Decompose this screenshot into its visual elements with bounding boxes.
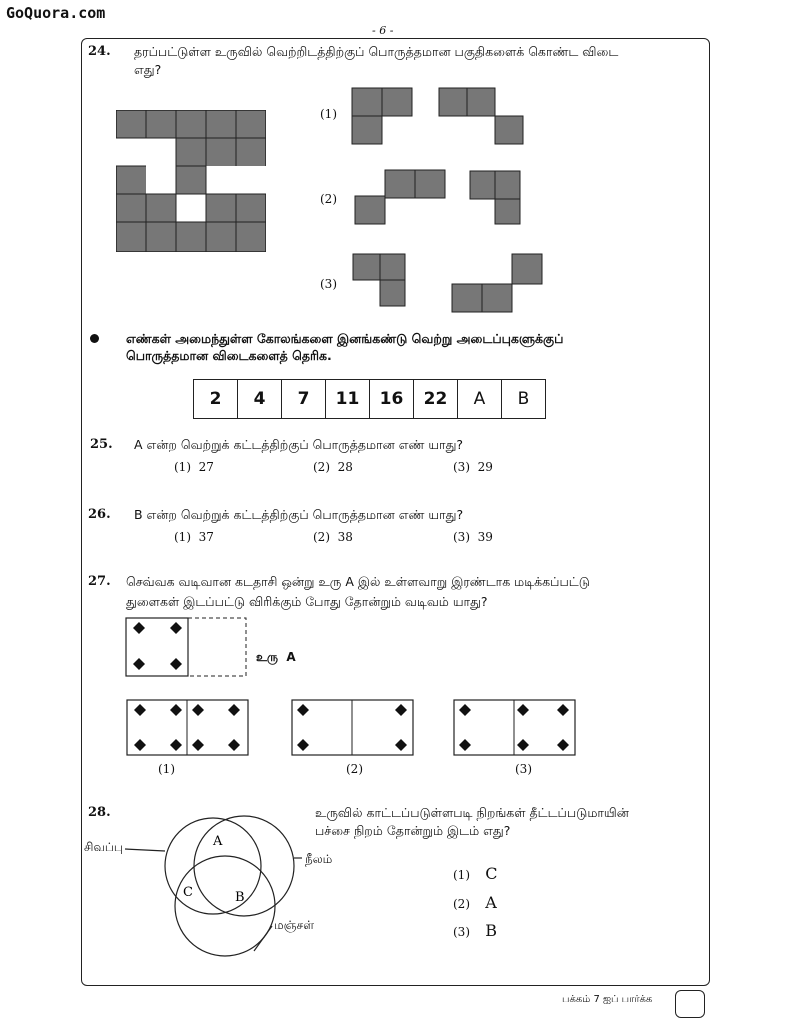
q24-text: தரப்பட்டுள்ள உருவில் வெற்றிடத்திற்குப் பொருத்தமான பகுதிகளைக் கொண்ட விடை	[134, 44, 619, 59]
instruction-line-1: எண்கள் அமைந்துள்ள கோலங்களை இனங்கண்டு வெற்று அடைப்புகளுக்குப்	[126, 331, 564, 346]
venn-label-c: C	[183, 885, 193, 900]
q24-option-3-label: (3)	[320, 277, 337, 291]
q24-option-1-label: (1)	[320, 107, 337, 121]
venn-label-blue: நீலம்	[305, 852, 333, 866]
figure-a-label: உரு A	[256, 650, 296, 664]
q27-number: 27.	[88, 574, 111, 589]
q28-option-3: (3) B	[453, 921, 498, 940]
q26-option-2: (2) 38	[313, 530, 353, 544]
sequence-cell: 11	[326, 380, 370, 418]
sequence-cell: 7	[282, 380, 326, 418]
q27-option-3-label: (3)	[515, 762, 532, 776]
q26-text: B என்ற வெற்றுக் கட்டத்திற்குப் பொருத்தமான எண் யாது?	[134, 507, 464, 522]
q28-venn-diagram	[80, 806, 400, 986]
number-sequence	[193, 379, 546, 419]
venn-label-red: சிவப்பு	[84, 840, 123, 854]
venn-label-b: B	[235, 890, 245, 905]
q27-option-1-figure	[126, 699, 250, 757]
venn-label-yellow: மஞ்சள்	[274, 918, 315, 932]
sequence-cell: 2	[194, 380, 238, 418]
bullet-dot	[90, 334, 99, 343]
q24-option-2-shapes	[350, 168, 530, 228]
q24-option-3-shapes	[350, 252, 550, 314]
q27-option-2-figure	[291, 699, 415, 757]
venn-label-a: A	[213, 834, 223, 849]
q28-option-2: (2) A	[453, 893, 497, 912]
q28-option-1: (1) C	[453, 864, 498, 883]
venn-circle-yellow	[175, 856, 275, 956]
q26-number: 26.	[88, 507, 111, 522]
q28-text: உருவில் காட்டப்படுள்ளபடி நிறங்கள் தீட்டப்படுமாயின்	[315, 805, 629, 820]
q24-text-2: எது?	[134, 62, 162, 77]
q24-number: 24.	[88, 44, 111, 59]
sequence-cell: 4	[238, 380, 282, 418]
q26-option-3: (3) 39	[453, 530, 493, 544]
q26-option-1: (1) 37	[174, 530, 214, 544]
q24-option-2-label: (2)	[320, 192, 337, 206]
footer-turn-page: பக்கம் 7 ஐப் பார்க்க	[562, 994, 653, 1005]
q24-option-1-shapes	[350, 86, 530, 146]
watermark: GoQuora.com	[6, 4, 106, 22]
q27-text: செவ்வக வடிவான கடதாசி ஒன்று உரு A இல் உள்ளவாறு இரண்டாக மடிக்கப்பட்டு	[126, 574, 590, 589]
venn-circle-red	[165, 818, 261, 914]
q27-option-2-label: (2)	[346, 762, 363, 776]
q28-number: 28.	[88, 805, 111, 820]
q25-number: 25.	[90, 437, 113, 452]
q25-text: A என்ற வெற்றுக் கட்டத்திற்குப் பொருத்தமான எண் யாது?	[134, 437, 464, 452]
q25-option-3: (3) 29	[453, 460, 493, 474]
q25-option-2: (2) 28	[313, 460, 353, 474]
page-number: - 6 -	[372, 24, 394, 37]
sequence-cell-blank-b: B	[517, 389, 530, 409]
instruction-line-2: பொருத்தமான விடைகளைத் தெரிக.	[126, 348, 332, 363]
sequence-cell-blank-a: A	[458, 380, 502, 418]
q24-grid-figure	[116, 110, 266, 252]
q27-figure-a	[124, 616, 254, 678]
footer-box	[675, 990, 705, 1018]
sequence-cell: 22	[414, 380, 458, 418]
sequence-cell: 16	[370, 380, 414, 418]
q27-option-1-label: (1)	[158, 762, 175, 776]
q28-text-2: பச்சை நிறம் தோன்றும் இடம் எது?	[315, 823, 511, 838]
q27-text-2: துளைகள் இடப்பட்டு விரிக்கும் போது தோன்றும் வடிவம் யாது?	[126, 594, 488, 609]
q25-option-1: (1) 27	[174, 460, 214, 474]
q27-option-3-figure	[453, 699, 577, 757]
